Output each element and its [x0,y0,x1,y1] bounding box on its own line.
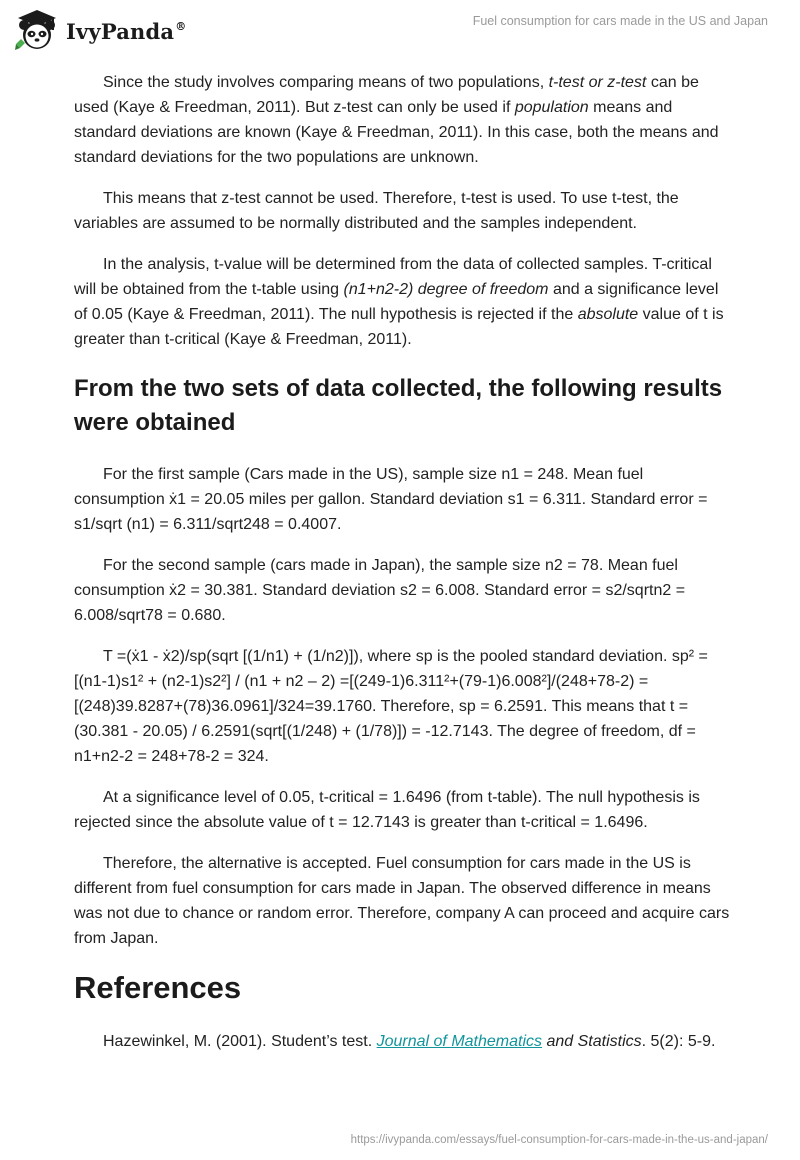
paragraph: At a significance level of 0.05, t-critical = 1.6496 (from t-table). The null hypothesis is rejected since the absolute value of t = 12.7143 is greater than t-critical = 1.6496. [74,789,700,831]
paragraph: This means that z-test cannot be used. Therefore, t-test is used. To use t-test, the variables are assumed to be normally distributed and the samples independent. [74,190,679,232]
brand-logo[interactable] [14,8,186,54]
reference-item: Hazewinkel, M. (2001). Student’s test. Journal of Mathematics and Statistics. 5(2): 5-9. [103,1033,716,1050]
page-header [0,0,800,62]
section-heading-results: From the two sets of data collected, the following results were obtained [74,375,723,436]
journal-link[interactable]: Journal of Mathematics [376,1033,543,1050]
paragraph: Since the study involves comparing means of two populations, t-test or z-test can be used (Kaye & Freedman, 2011). But z-test can only be used if population means and standard deviations are known (Kaye & Freedman, 2011). In this case, both the means and standard deviations for the two populations are unknown. [74,74,719,166]
paragraph: For the second sample (cars made in Japan), the sample size n2 = 78. Mean fuel consumption ẋ2 = 30.381. Standard deviation s2 = 6.008. Standard error = s2/sqrtn2 = 6.008/sqrt78 = 0.680. [74,557,686,624]
page-topic-title: Fuel consumption for cars made in the US and Japan [472,14,768,28]
brand-name: IvyPanda® [66,18,187,44]
paragraph: In the analysis, t-value will be determined from the data of collected samples. T-critical will be obtained from the t-table using (n1+n2-2) degree of freedom and a significance level of 0.05 (Kaye & Freedman, 2011). The null hypothesis is rejected if the absolute value of t is greater than t-critical (Kaye & Freedman, 2011). [74,256,724,348]
essay-content [74,70,730,1070]
section-heading-references: References [74,970,242,1005]
page-url: https://ivypanda.com/essays/fuel-consumption-for-cars-made-in-the-us-and-japan/ [350,1134,768,1146]
panda-graduate-icon [14,8,60,54]
paragraph: For the first sample (Cars made in the US), sample size n1 = 248. Mean fuel consumption ẋ1 = 20.05 miles per gallon. Standard deviation s1 = 6.311. Standard error = s1/sqrt (n1) = 6.311/sqrt248 = 0.4007. [74,466,708,533]
paragraph: T =(ẋ1 - ẋ2)/sp(sqrt [(1/n1) + (1/n2)]), where sp is the pooled standard deviation. sp² = [(n1-1)s1² + (n2-1)s2²] / (n1 + n2 – 2) =[(249-1)6.311²+(79-1)6.008²]/(248+78-2) =[(248)39.8287+(78)36.0961]/324=39.1760. Therefore, sp = 6.2591. This means that t = (30.381 - 20.05) / 6.2591(sqrt[(1/248) + (1/78)]) = -12.7143. The degree of freedom, df = n1+n2-2 = 248+78-2 = 324. [74,648,708,765]
paragraph: Therefore, the alternative is accepted. Fuel consumption for cars made in the US is different from fuel consumption for cars made in Japan. The observed difference in means was not due to chance or random error. Therefore, company A can proceed and acquire cars from Japan. [74,855,730,947]
